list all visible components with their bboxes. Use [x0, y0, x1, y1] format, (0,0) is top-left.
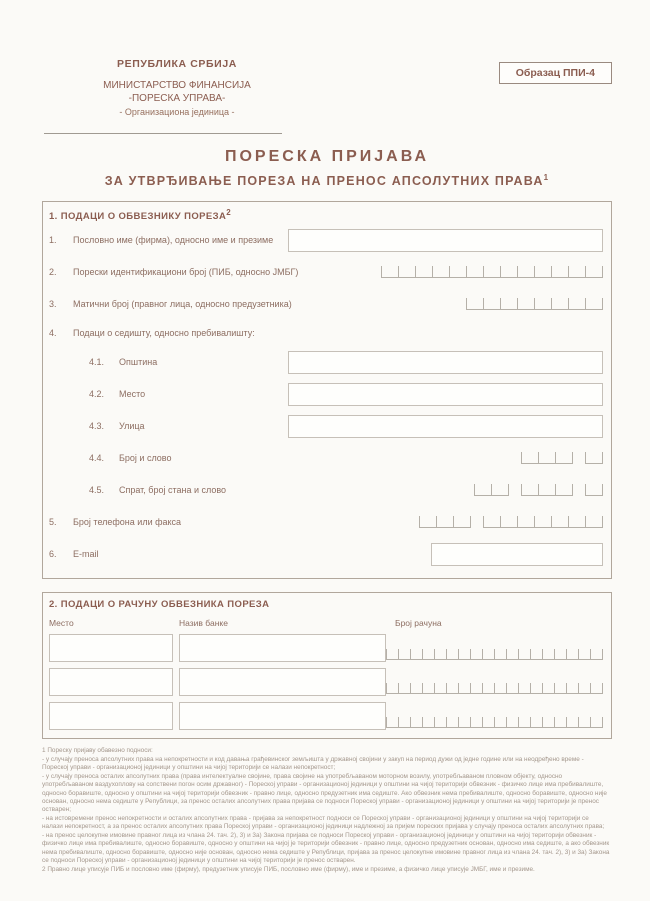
comb-cell [474, 484, 491, 496]
comb-cell [534, 298, 551, 310]
telefon-broj-comb[interactable] [483, 516, 603, 528]
comb-cell [432, 266, 449, 278]
comb-cell [466, 298, 483, 310]
comb-cell [398, 717, 410, 728]
comb-cell [578, 649, 590, 660]
business-name-input[interactable] [288, 229, 603, 252]
comb-cell [590, 683, 603, 694]
section2-heading: 2. ПОДАЦИ О РАЧУНУ ОБВЕЗНИКА ПОРЕЗА [49, 599, 270, 611]
comb-cell [530, 683, 542, 694]
comb-cell [500, 298, 517, 310]
row-number: 4.5. [89, 485, 105, 496]
opstina-input[interactable] [288, 351, 603, 374]
row-email [47, 538, 603, 570]
account-mesto-input[interactable] [49, 634, 173, 662]
row-number: 3. [49, 299, 57, 310]
email-input[interactable] [431, 543, 603, 566]
telefon-pozivni-comb[interactable] [419, 516, 471, 528]
footnote-item: - у случају преноса апсолутних права на непокретности и код давања грађевинског земљишта у државној својини у закуп на период дужи од једне године или на неодређено време - Пореској управи - организационој јединици у општини на чијој територији се налази непокретност; [42, 755, 584, 772]
comb-cell [538, 452, 555, 464]
comb-cell [517, 298, 534, 310]
comb-cell [585, 298, 603, 310]
account-row-3 [49, 702, 603, 730]
footnote-item: - у случају преноса осталих апсолутних права (права интелектуалне својине, права својине на употребљаваном моторном возилу, употребљаваном пловном објекту, односно употребљаваном ваздухоплову на сопствени погон осим државног) - Пореској управи - организационој јединици у општини на чијој територији обвезник - физичко лице има пребивалиште, односно боравиште, односно у општини на чијој територији обвезник - правно лице, односно предузетник има седиште. Ако обвезник нема пребивалиште, односно боравиште, односно није основан, односно нема седиште у Републици, за пренос осталих апсолутних права пријава се подноси Пореској управи - организационој јединици у општини на чијој територији је пренос остварен; [42, 772, 607, 814]
row-number: 4.4. [89, 453, 105, 464]
email-label: E-mail [73, 549, 99, 560]
comb-cell [458, 683, 470, 694]
comb-cell [482, 683, 494, 694]
comb-cell [500, 266, 517, 278]
comb-cell [446, 683, 458, 694]
row-ulica [47, 410, 603, 442]
section1-heading-text: 1. ПОДАЦИ О ОБВЕЗНИКУ ПОРЕЗА [49, 211, 227, 223]
footnote-item: - на пренос целокупне имовине правног лица из члана 24. тач. 2), 3) и 3а) Закона пријава се подноси Пореској управи - организационој јединици у општини на чијој територији обвезник - физичко лице има пребивалиште, односно боравиште, односно у општини на чијој је територији обвезник - правно лице, односно предузетник основан, односно има седиште, а ако обвезник нема пребивалиште, односно боравиште, односно није основан, односно нема седиште у Републици, пријава за пренос целокупне имовине правног лица из члана 24. тач. 2), 3) и 3а) Закона се подноси Пореској управи - организационој јединици у општини на чијој територији је пренос остварен. [42, 831, 610, 865]
comb-cell [518, 717, 530, 728]
title-footnote-ref: 1 [543, 173, 550, 182]
comb-cell [470, 683, 482, 694]
comb-cell [517, 516, 534, 528]
comb-cell [483, 516, 500, 528]
account-row-1 [49, 634, 603, 662]
row-number: 4.1. [89, 357, 105, 368]
comb-cell [398, 266, 415, 278]
telefon-label: Број телефона или факса [73, 517, 182, 528]
comb-cell [494, 649, 506, 660]
comb-cell [554, 649, 566, 660]
row-number: 4.3. [89, 421, 105, 432]
comb-cell [542, 649, 554, 660]
row-number: 4.2. [89, 389, 105, 400]
comb-cell [568, 298, 585, 310]
col-racun-label: Број рачуна [395, 618, 442, 629]
comb-cell [434, 683, 446, 694]
comb-cell [551, 298, 568, 310]
comb-cell [422, 649, 434, 660]
comb-cell [386, 683, 398, 694]
comb-cell [466, 266, 483, 278]
row-mesto [47, 378, 603, 410]
comb-cell [554, 683, 566, 694]
row-maticni-broj [47, 288, 603, 320]
comb-cell [566, 717, 578, 728]
account-banka-input[interactable] [179, 634, 386, 662]
comb-cell [578, 717, 590, 728]
comb-cell [436, 516, 453, 528]
comb-cell [534, 516, 551, 528]
administration-name: -ПОРЕСКА УПРАВА- [128, 93, 226, 104]
row-number: 6. [49, 549, 57, 560]
address-header-label: Подаци о седишту, односно пребивалишту: [73, 328, 255, 339]
comb-cell [530, 649, 542, 660]
comb-cell [585, 516, 603, 528]
section1-footnote-ref: 2 [226, 208, 232, 218]
footnote-note2: 2 Правно лице уписује ПИБ и пословно име (фирму), предузетник уписује ПИБ, пословно име (фирму), име и презиме, а физичко лице уписује ЈМБГ, име и презиме. [42, 865, 535, 873]
comb-cell [518, 683, 530, 694]
comb-cell [410, 717, 422, 728]
comb-cell [483, 266, 500, 278]
org-unit-fill-line [44, 133, 282, 134]
title-line1: ПОРЕСКА ПРИЈАВА [224, 148, 430, 165]
comb-cell [494, 717, 506, 728]
comb-cell [381, 266, 398, 278]
account-number-comb[interactable] [386, 683, 603, 694]
footnote-intro: 1 Пореску пријаву обавезно подноси: [42, 747, 153, 755]
stan-slovo-comb[interactable] [585, 484, 603, 496]
comb-cell [590, 717, 603, 728]
comb-cell [506, 683, 518, 694]
form-title [42, 148, 612, 188]
comb-cell [555, 484, 573, 496]
row-broj-slovo [47, 442, 603, 474]
row-address-header [47, 320, 603, 346]
comb-cell [446, 649, 458, 660]
section1-heading [47, 208, 603, 222]
comb-cell [506, 649, 518, 660]
row-business-name [47, 224, 603, 256]
comb-cell [470, 649, 482, 660]
comb-cell [458, 649, 470, 660]
ulica-label: Улица [119, 421, 145, 432]
ministry-name: МИНИСТАРСТВО ФИНАНСИЈА [103, 80, 251, 91]
stan-comb[interactable] [521, 484, 573, 496]
comb-cell [551, 516, 568, 528]
account-mesto-input[interactable] [49, 668, 173, 696]
comb-cell [398, 683, 410, 694]
comb-cell [449, 266, 466, 278]
row-number: 5. [49, 517, 57, 528]
comb-cell [386, 717, 398, 728]
comb-cell [458, 717, 470, 728]
mesto-label: Место [119, 389, 146, 400]
section-account-data [42, 592, 612, 739]
pib-comb[interactable] [381, 266, 603, 278]
comb-cell [410, 649, 422, 660]
broj-slovo-label: Број и слово [119, 453, 172, 464]
comb-cell [482, 649, 494, 660]
comb-cell [482, 717, 494, 728]
title-line2 [42, 173, 612, 188]
pib-label: Порески идентификациони број (ПИБ, односно ЈМБГ) [73, 267, 299, 278]
slovo-comb[interactable] [585, 452, 603, 464]
broj-comb[interactable] [521, 452, 573, 464]
comb-cell [422, 717, 434, 728]
col-mesto-label: Место [49, 618, 74, 629]
comb-cell [494, 683, 506, 694]
org-unit-label: - Организациона јединица - [119, 107, 235, 117]
comb-cell [386, 649, 398, 660]
comb-cell [590, 649, 603, 660]
issuer-block [52, 58, 302, 117]
col-banka-label: Назив банке [179, 618, 228, 629]
ulica-input[interactable] [288, 415, 603, 438]
comb-cell [500, 516, 517, 528]
title-line2-text: ЗА УТВРЂИВАЊЕ ПОРЕЗА НА ПРЕНОС АПСОЛУТНИХ ПРАВА [104, 174, 544, 189]
comb-cell [538, 484, 555, 496]
comb-cell [551, 266, 568, 278]
comb-cell [530, 717, 542, 728]
account-banka-input[interactable] [179, 668, 386, 696]
account-banka-input[interactable] [179, 702, 386, 730]
row-number: 1. [49, 235, 57, 246]
row-number: 2. [49, 267, 57, 278]
account-mesto-input[interactable] [49, 702, 173, 730]
comb-cell [555, 452, 573, 464]
comb-cell [470, 717, 482, 728]
comb-cell [398, 649, 410, 660]
comb-cell [453, 516, 471, 528]
business-name-label: Пословно име (фирма), односно име и презиме [73, 235, 274, 246]
account-row-2 [49, 668, 603, 696]
section-taxpayer-data [42, 201, 612, 579]
maticni-broj-label: Матични број (правног лица, односно предузетника) [73, 299, 292, 310]
comb-cell [566, 683, 578, 694]
comb-cell [585, 452, 603, 464]
comb-cell [434, 717, 446, 728]
comb-cell [517, 266, 534, 278]
comb-cell [534, 266, 551, 278]
row-sprat-stan [47, 474, 603, 506]
comb-cell [518, 649, 530, 660]
comb-cell [585, 484, 603, 496]
account-number-comb[interactable] [386, 717, 603, 728]
row-telefon [47, 506, 603, 538]
comb-cell [415, 266, 432, 278]
comb-cell [434, 649, 446, 660]
comb-cell [506, 717, 518, 728]
comb-cell [566, 649, 578, 660]
opstina-label: Општина [119, 357, 158, 368]
comb-cell [422, 683, 434, 694]
comb-cell [578, 683, 590, 694]
comb-cell [542, 717, 554, 728]
comb-cell [419, 516, 436, 528]
sprat-stan-label: Спрат, број стана и слово [119, 485, 227, 496]
mesto-input[interactable] [288, 383, 603, 406]
comb-cell [521, 452, 538, 464]
row-number: 4. [49, 328, 57, 339]
sprat-comb[interactable] [474, 484, 509, 496]
comb-cell [554, 717, 566, 728]
footnote-item: - на истовремени пренос непокретности и осталих апсолутних права - пријава за непокретност подноси се Пореској управи - организационој јединици у општини на чијој територији се налази непокретност, а за пренос осталих апсолутних права Пореској управи - организационој јединици надлежној за пријем пореских пријава у случају преноса осталих апсолутних права; [42, 814, 605, 831]
form-header [42, 58, 612, 117]
comb-cell [446, 717, 458, 728]
comb-cell [483, 298, 500, 310]
comb-cell [568, 266, 585, 278]
comb-cell [491, 484, 509, 496]
maticni-broj-comb[interactable] [466, 298, 603, 310]
comb-cell [542, 683, 554, 694]
comb-cell [568, 516, 585, 528]
account-column-headers [49, 618, 603, 628]
account-number-comb[interactable] [386, 649, 603, 660]
form-code-badge: Образац ППИ-4 [499, 62, 612, 84]
row-pib [47, 256, 603, 288]
comb-cell [410, 683, 422, 694]
comb-cell [521, 484, 538, 496]
country-name: РЕПУБЛИКА СРБИЈА [117, 58, 237, 70]
comb-cell [585, 266, 603, 278]
footnotes [42, 747, 612, 874]
row-opstina [47, 346, 603, 378]
